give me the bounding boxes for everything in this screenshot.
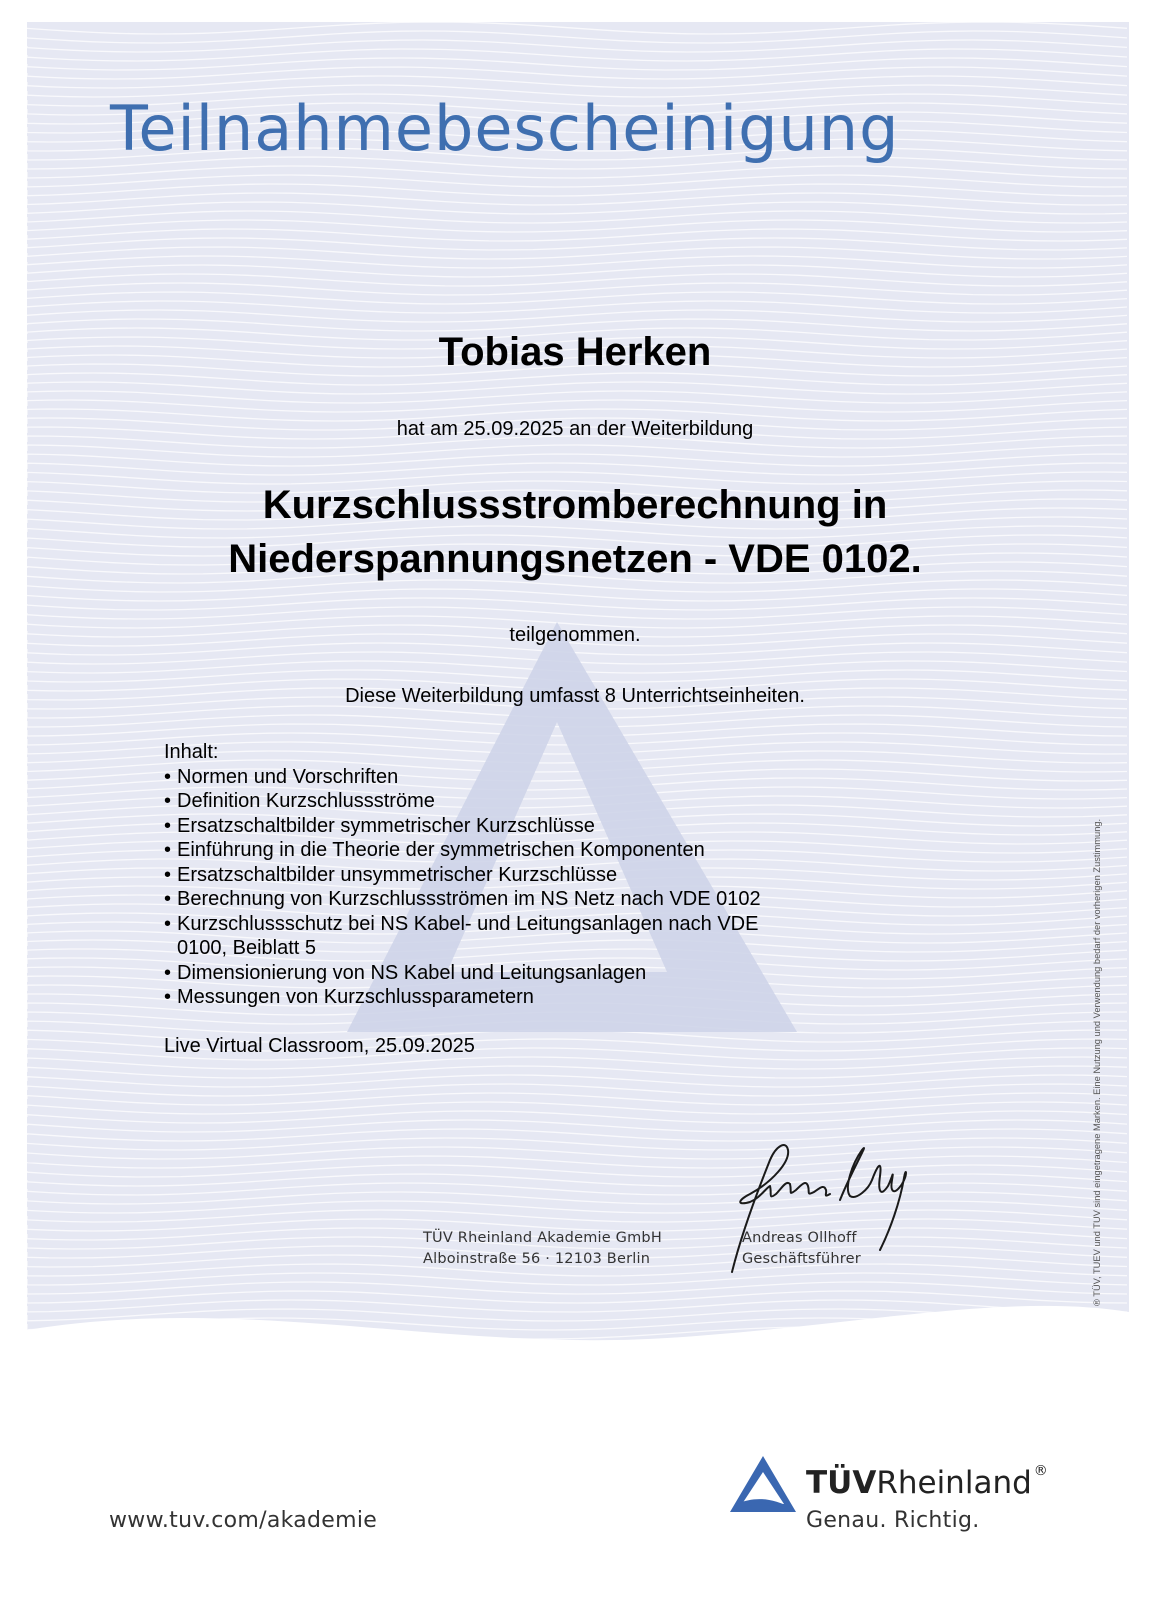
course-title [0, 478, 1150, 586]
date-line: hat am 25.09.2025 an der Weiterbildung [396, 418, 754, 440]
bullet-icon: • [164, 961, 172, 984]
website-link[interactable]: www.tuv.com/akademie [109, 1508, 378, 1533]
issuer-address [423, 1228, 662, 1270]
units-text: Diese Weiterbildung umfasst 8 Unterrichtseinheiten. [345, 685, 805, 707]
content-heading: Inhalt: [164, 741, 219, 763]
list-item-text: Dimensionierung von NS Kabel und Leitungsanlagen [177, 961, 647, 984]
list-item [164, 765, 844, 790]
bullet-icon: • [164, 912, 172, 935]
list-item-text: Messungen von Kurzschlussparametern [177, 986, 534, 1008]
bullet-icon: • [164, 839, 172, 861]
list-item [164, 985, 844, 1010]
list-item [164, 838, 844, 863]
list-item [164, 887, 844, 912]
list-item-text: Definition Kurzschlussströme [177, 790, 435, 812]
signatory-block [742, 1228, 861, 1270]
issuer-street: Alboinstraße 56 · 12103 Berlin [423, 1251, 651, 1267]
bullet-icon: • [164, 986, 172, 1008]
brand-slogan: Genau. Richtig. [806, 1508, 980, 1533]
bullet-icon: • [164, 814, 172, 837]
signatory-role: Geschäftsführer [742, 1251, 861, 1267]
list-item-text: Berechnung von Kurzschlussströmen im NS Netz nach VDE 0102 [177, 888, 761, 910]
bottom-wave-edge [27, 1306, 1129, 1382]
list-item-text: Einführung in die Theorie der symmetrischen Komponenten [177, 839, 705, 861]
bullet-icon: • [164, 790, 172, 812]
bullet-icon: • [164, 888, 172, 910]
bullet-icon: • [164, 765, 172, 788]
course-title-line-1: Kurzschlussstromberechnung in [262, 483, 888, 527]
issuer-company: TÜV Rheinland Akademie GmbH [423, 1230, 662, 1246]
content-section [164, 740, 844, 1058]
course-title-line-2: Niederspannungsnetzen - VDE 0102. [228, 537, 922, 581]
registered-mark: ® [1033, 1463, 1048, 1479]
list-item-text: Ersatzschaltbilder unsymmetrischer Kurzschlüsse [177, 863, 618, 886]
list-item-text: Kurzschlussschutz bei NS Kabel- und Leitungsanlagen nach VDE 0100, Beiblatt 5 [177, 912, 759, 959]
list-item-text: Ersatzschaltbilder symmetrischer Kurzschlüsse [177, 814, 595, 837]
list-item-text: Normen und Vorschriften [177, 765, 399, 788]
brand-name [806, 1465, 1048, 1501]
list-item [164, 789, 844, 814]
participant-name: Tobias Herken [438, 330, 712, 374]
location-date: Live Virtual Classroom, 25.09.2025 [164, 1034, 475, 1057]
trademark-note: ® TÜV, TUEV und TUV sind eingetragene Marken. Eine Nutzung und Verwendung bedarf der vorherigen Zustimmung. [1092, 818, 1102, 1306]
list-item [164, 961, 844, 986]
signatory-name: Andreas Ollhoff [742, 1230, 857, 1246]
brand-bold: TÜV [806, 1465, 877, 1501]
list-item [164, 912, 802, 961]
participated-text: teilgenommen. [509, 624, 641, 646]
certificate-title: Teilnahmebescheinigung [110, 92, 900, 165]
list-item [164, 863, 844, 888]
list-item [164, 814, 844, 839]
brand-regular: Rheinland [876, 1465, 1032, 1501]
content-list [164, 765, 844, 1010]
tuv-rheinland-logo-icon [728, 1454, 798, 1516]
bullet-icon: • [164, 863, 172, 886]
